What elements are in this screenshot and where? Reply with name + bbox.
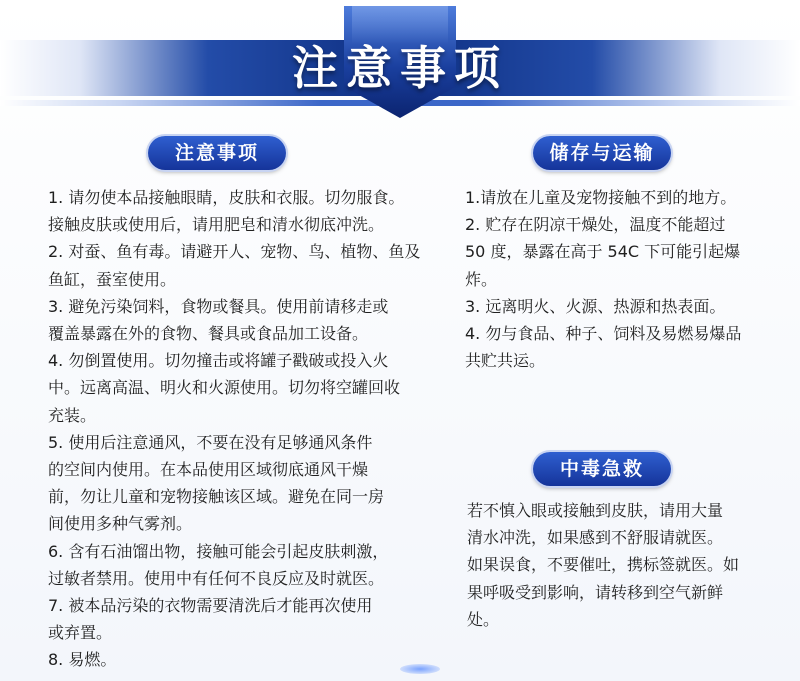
notes-line: 鱼缸，蚕室使用。 <box>48 269 177 289</box>
storage-section <box>465 184 765 374</box>
notes-line: 6. 含有石油馏出物，接触可能会引起皮肤刺激， <box>48 541 389 561</box>
bottom-glow-decoration <box>400 664 440 674</box>
notes-line: 过敏者禁用。使用中有任何不良反应及时就医。 <box>48 568 385 588</box>
storage-line: 共贮共运。 <box>465 351 546 371</box>
storage-line: 2. 贮存在阴凉干燥处，温度不能超过 <box>465 215 726 235</box>
notes-line: 7. 被本品污染的衣物需要清洗后才能再次使用 <box>48 596 373 616</box>
notes-section <box>48 184 438 674</box>
first-aid-line: 如果误食，不要催吐，携标签就医。如 <box>467 555 740 575</box>
notes-line: 接触皮肤或使用后，请用肥皂和清水彻底冲洗。 <box>48 215 385 235</box>
notes-line: 8. 易燃。 <box>48 650 117 670</box>
storage-line: 3. 远离明火、火源、热源和热表面。 <box>465 296 726 316</box>
storage-line: 50 度，暴露在高于 54C 下可能引起爆 <box>465 242 741 262</box>
notes-line: 前，勿让儿童和宠物接触该区域。避免在同一房 <box>48 487 385 507</box>
storage-heading: 储存与运输 <box>533 136 671 170</box>
first-aid-line: 清水冲洗，如果感到不舒服请就医。 <box>467 528 724 548</box>
notes-line: 4. 勿倒置使用。切勿撞击或将罐子戳破或投入火 <box>48 351 389 371</box>
notes-line: 充装。 <box>48 405 97 425</box>
notes-heading: 注意事项 <box>148 136 286 170</box>
storage-line: 炸。 <box>465 269 498 289</box>
first-aid-line: 处。 <box>467 609 500 629</box>
storage-line: 1.请放在儿童及宠物接触不到的地方。 <box>465 188 737 207</box>
notes-line: 3. 避免污染饲料，食物或餐具。使用前请移走或 <box>48 296 389 316</box>
notes-line: 覆盖暴露在外的食物、餐具或食品加工设备。 <box>48 324 369 344</box>
notes-line: 中。远离高温、明火和火源使用。切勿将空罐回收 <box>48 378 401 398</box>
first-aid-section <box>467 497 767 633</box>
notes-line: 间使用多种气雾剂。 <box>48 514 193 534</box>
first-aid-line: 若不慎入眼或接触到皮肤，请用大量 <box>467 501 724 520</box>
first-aid-line: 果呼吸受到影响，请转移到空气新鲜 <box>467 582 724 602</box>
page-title: 注意事项 <box>292 41 508 95</box>
notes-line: 2. 对蚕、鱼有毒。请避开人、宠物、鸟、植物、鱼及 <box>48 242 421 262</box>
notes-line: 或弃置。 <box>48 623 113 643</box>
first-aid-heading: 中毒急救 <box>533 452 671 486</box>
notes-line: 5. 使用后注意通风，不要在没有足够通风条件 <box>48 432 373 452</box>
notes-line: 的空间内使用。在本品使用区域彻底通风干燥 <box>48 460 369 480</box>
storage-line: 4. 勿与食品、种子、饲料及易燃易爆品 <box>465 324 742 344</box>
notes-line: 1. 请勿使本品接触眼睛，皮肤和衣服。切勿服食。 <box>48 188 405 207</box>
